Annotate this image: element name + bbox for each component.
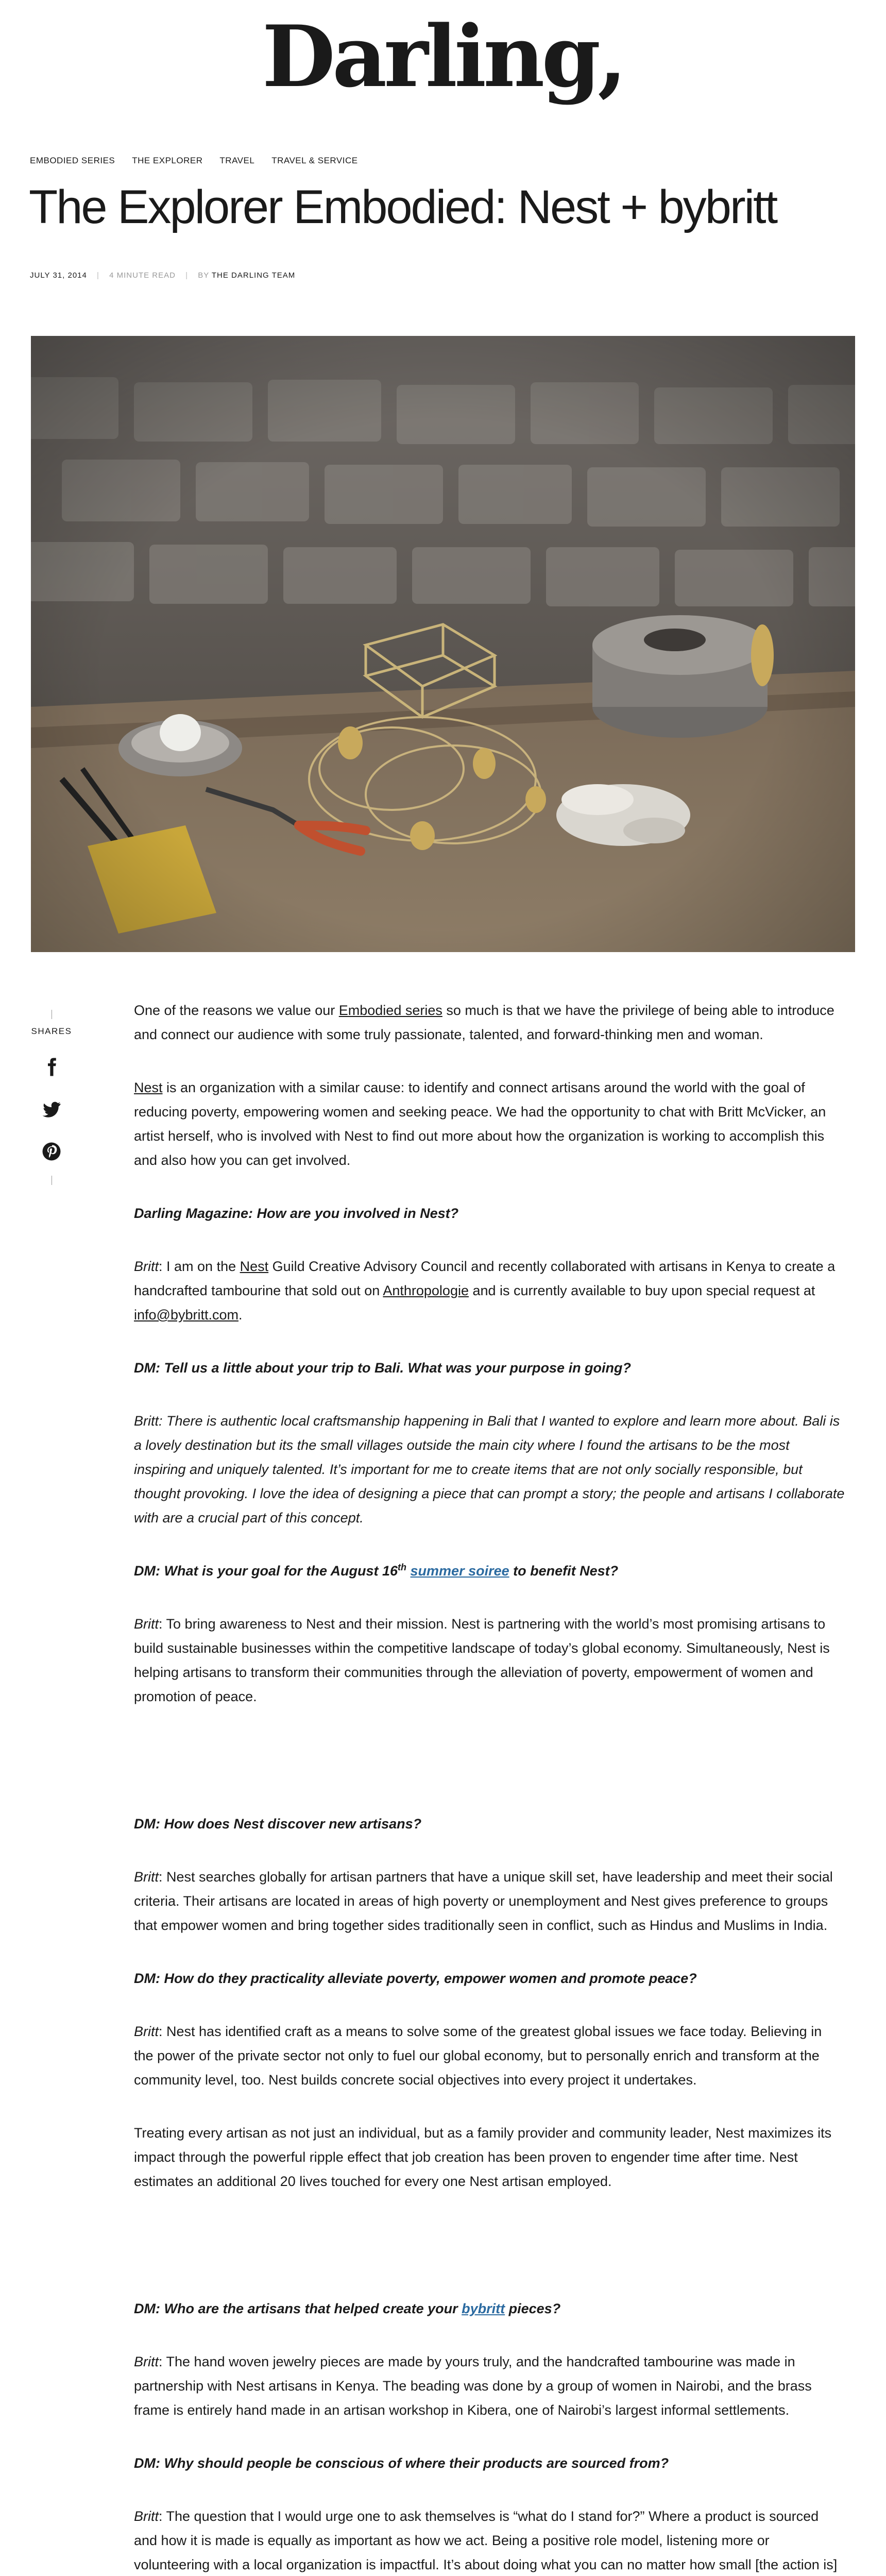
article-date: JULY 31, 2014 <box>30 271 87 280</box>
hero-image <box>31 336 855 952</box>
question-5: DM: How do they practicality alleviate poverty, empower women and promote peace? <box>134 1971 697 1986</box>
by-label: BY <box>198 271 209 280</box>
answer-5-continued: Treating every artisan as not just an individual, but as a family provider and community leader, Nest maximizes its impact through the powerful ripple effect that job creation has been proven to engender time after time. Nest estimates an additional 20 lives touched for every one Nest artisan employed. <box>134 2125 832 2189</box>
answer-4: Britt: Nest searches globally for artisan partners that have a unique skill set, have leadership and meet their social criteria. Their artisans are located in areas of high poverty or unemployment and Nest gives preference to groups that empower women and bring together sides traditionally seen in conflict, such as Hindus and Muslims in India. <box>134 1869 833 1933</box>
anthropologie-link[interactable]: Anthropologie <box>383 1283 469 1298</box>
summer-soiree-link[interactable]: summer soiree <box>410 1563 509 1579</box>
question-1: Darling Magazine: How are you involved in Nest? <box>134 1206 459 1221</box>
category-link-the-explorer[interactable]: THE EXPLORER <box>132 156 203 165</box>
bybritt-link[interactable]: bybritt <box>462 2301 505 2316</box>
nest-link[interactable]: Nest <box>134 1080 163 1095</box>
question-2: DM: Tell us a little about your trip to Bali. What was your purpose in going? <box>134 1360 632 1376</box>
category-link-embodied-series[interactable]: EMBODIED SERIES <box>30 156 115 165</box>
pinterest-icon[interactable] <box>41 1141 62 1162</box>
article-body <box>134 998 845 2576</box>
share-bar <box>31 1010 72 1185</box>
article-author[interactable]: THE DARLING TEAM <box>211 271 296 280</box>
intro-paragraph: One of the reasons we value our Embodied series so much is that we have the privilege of being able to introduce and connect our audience with some truly passionate, talented, and forward-thinking men and woman. <box>134 1003 834 1042</box>
question-7: DM: Why should people be conscious of where their products are sourced from? <box>134 2455 669 2471</box>
meta-separator: | <box>97 271 99 280</box>
nest-paragraph: Nest is an organization with a similar cause: to identify and connect artisans around the world with the goal of reducing poverty, empowering women and seeking peace. We had the opportunity to chat with Britt McVicker, an artist herself, who is involved with Nest to find out more about how the organization is working to accomplish this and also how you can get involved. <box>134 1080 826 1168</box>
twitter-icon[interactable] <box>41 1098 62 1120</box>
site-logo[interactable]: Darling, <box>262 7 624 106</box>
category-link-travel[interactable]: TRAVEL <box>219 156 255 165</box>
answer-6: Britt: The hand woven jewelry pieces are made by yours truly, and the handcrafted tambourine was made in partnership with Nest artisans in Kenya. The beading was done by a group of women in Nairobi, and the brass frame is entirely hand made in an artisan workshop in Kibera, one of Nairobi’s largest informal settlements. <box>134 2354 812 2418</box>
question-6: DM: Who are the artisans that helped create your bybritt pieces? <box>134 2301 561 2316</box>
answer-1: Britt: I am on the Nest Guild Creative Advisory Council and recently collaborated with artisans in Kenya to create a handcrafted tambourine that sold out on Anthropologie and is currently available to buy upon special request at info@bybritt.com. <box>134 1259 836 1323</box>
answer-3: Britt: To bring awareness to Nest and their mission. Nest is partnering with the world’s most promising artisans to build sustainable businesses within the competitive landscape of today’s global economy. Simultaneously, Nest is helping artisans to transform their communities through the alleviation of poverty, empowerment of women and promotion of peace. <box>134 1616 830 1704</box>
article-title: The Explorer Embodied: Nest + bybritt <box>29 181 777 233</box>
answer-2: Britt: There is authentic local craftsmanship happening in Bali that I wanted to explore and learn more about. Bali is a lovely destination but its the small villages outside the main city where I found the artisans to be the most inspiring and uniquely talented. It’s important for me to create items that are not only socially responsible, but thought provoking. I love the idea of designing a piece that can prompt a story; the people and artisans I collaborate with are a crucial part of this concept. <box>134 1413 845 1526</box>
answer-7: Britt: The question that I would urge one to ask themselves is “what do I stand for?” Where a product is sourced and how it is made is equally as important as how we act. Being a positive role model, listening more or volunteering with a local organization is impactful. It’s about doing what you can no matter how small [the action is] <box>134 2509 838 2572</box>
answer-5: Britt: Nest has identified craft as a means to solve some of the greatest global issues we face today. Believing in the power of the private sector not only to fuel our global economy, but to personally enrich and transform at the community level, too. Nest builds concrete social objectives into every project it undertakes. <box>134 2024 822 2088</box>
nest-link[interactable]: Nest <box>240 1259 269 1274</box>
email-link[interactable]: info@bybritt.com <box>134 1307 238 1323</box>
facebook-icon[interactable] <box>41 1056 62 1078</box>
read-time: 4 MINUTE READ <box>109 271 176 280</box>
question-4: DM: How does Nest discover new artisans? <box>134 1816 422 1832</box>
embodied-series-link[interactable]: Embodied series <box>338 1003 442 1018</box>
category-link-travel-service[interactable]: TRAVEL & SERVICE <box>271 156 358 165</box>
question-3: DM: What is your goal for the August 16th summer soiree to benefit Nest? <box>134 1562 619 1579</box>
share-label: SHARES <box>31 1026 72 1036</box>
article-meta <box>30 271 295 280</box>
meta-separator: | <box>185 271 189 280</box>
category-links <box>30 156 372 166</box>
